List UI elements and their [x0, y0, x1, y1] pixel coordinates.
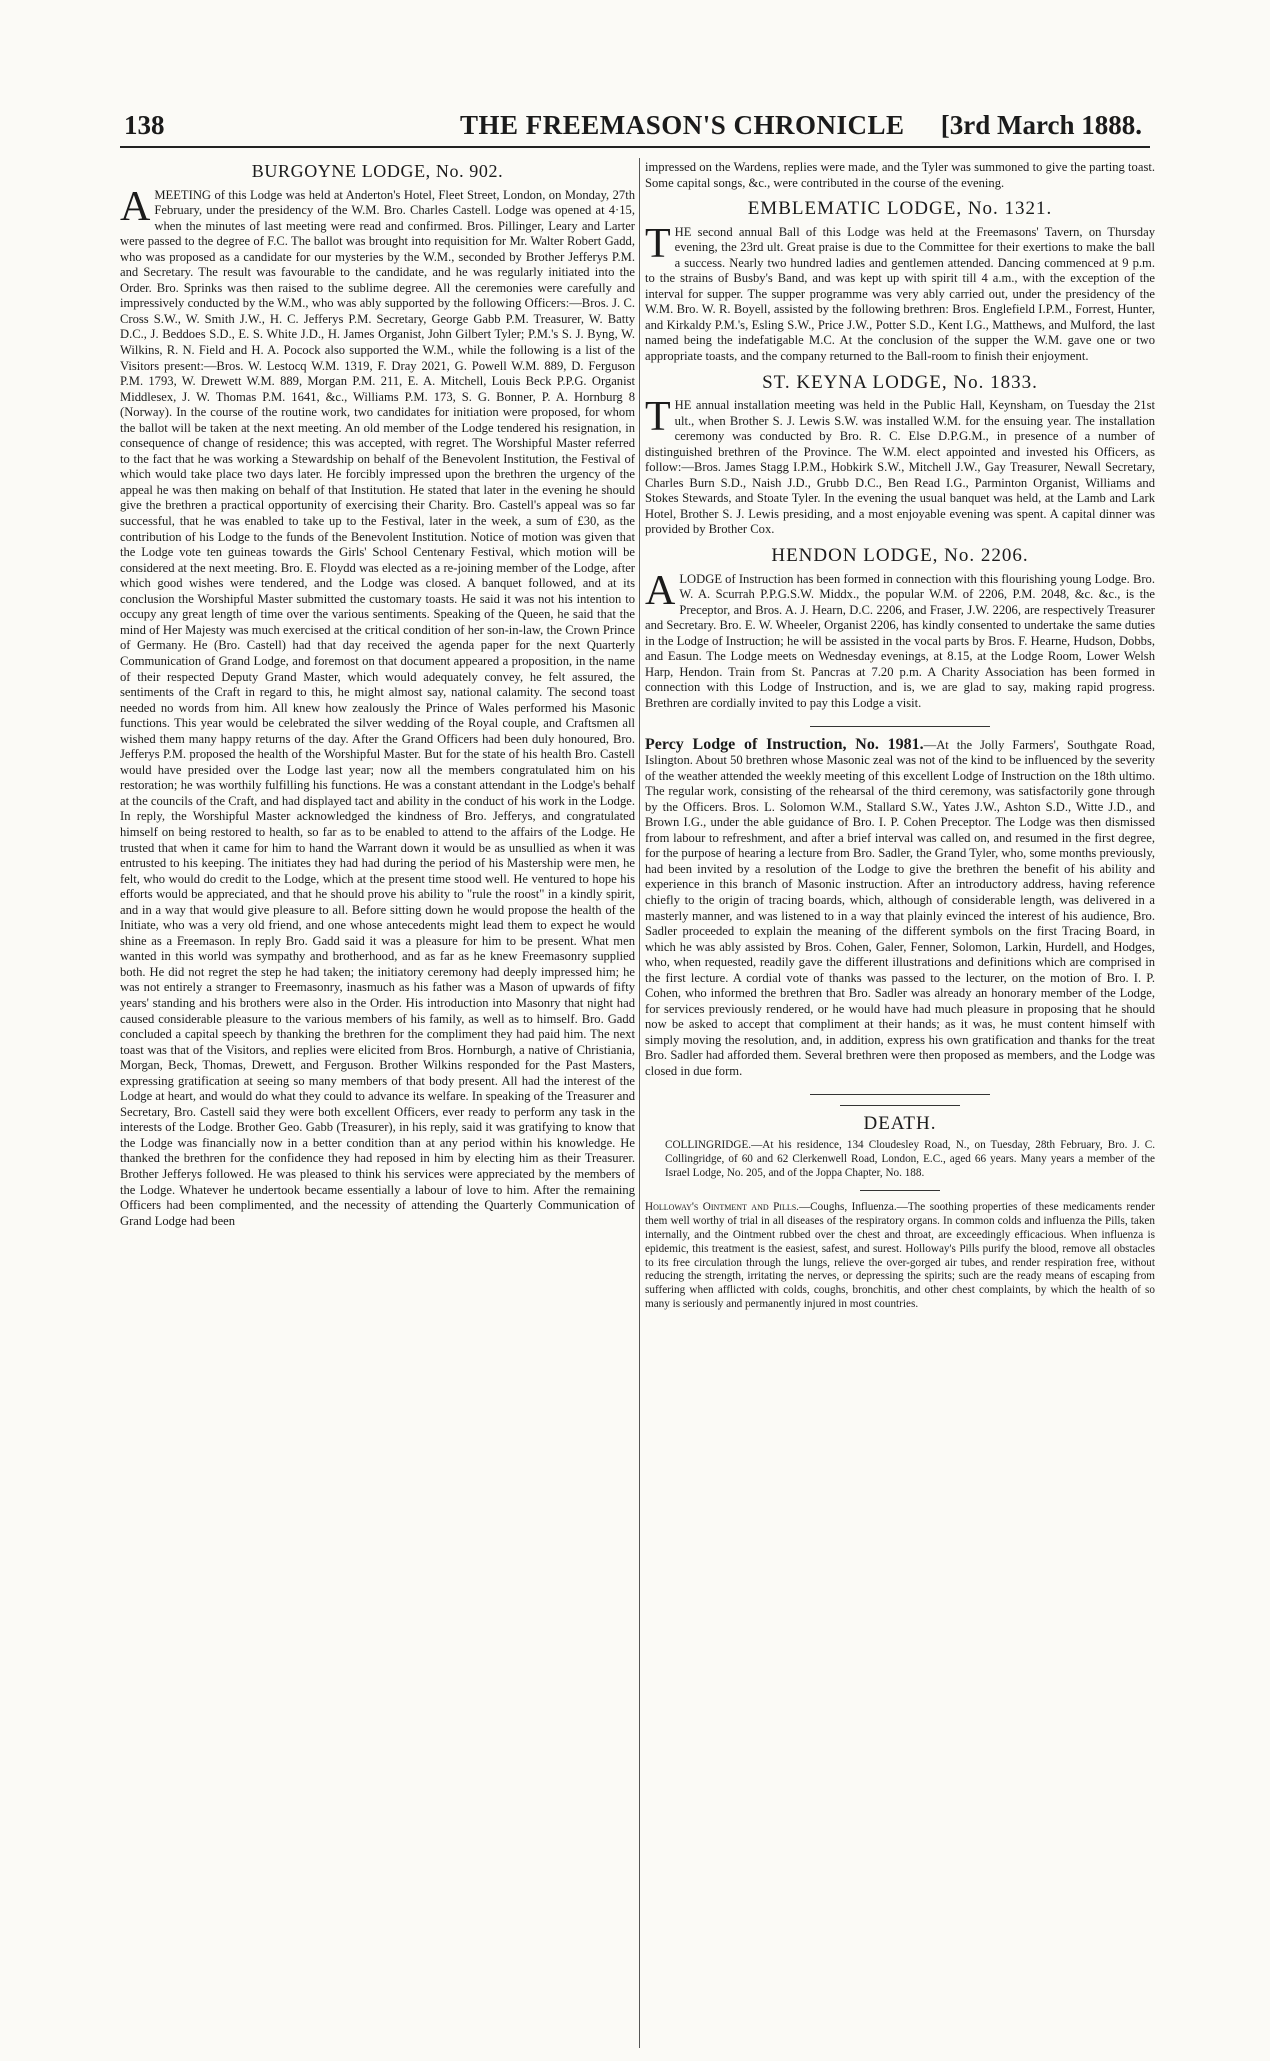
- advert-lead: Holloway's Ointment and Pills.: [645, 1201, 799, 1214]
- emblematic-heading: EMBLEMATIC LODGE, No. 1321.: [747, 198, 1053, 220]
- percy-heading: Percy Lodge of Instruction, No. 1981.: [645, 735, 924, 753]
- holloway-advert: [645, 1201, 1155, 1311]
- page-header: [120, 108, 1150, 148]
- burgoyne-continuation: impressed on the Wardens, replies were made, and the Tyler was summoned to give the parting toast. Some capital songs, &c., were contributed in the course of the evening.: [645, 160, 1155, 190]
- advert-body: —Coughs, Influenza.—The soothing properties of these medicaments render them well worthy of trial in all diseases of the respiratory organs. In common colds and influenza the Pills, taken internally, and the Ointment rubbed over the chest and throat, are exceedingly efficacious. When influenza is epidemic, this treatment is the easiest, safest, and surest. Holloway's Pills purify the blood, remove all obstacles to its free circulation through the lungs, relieve the over-gorged air tubes, and render respiration free, without reducing the strength, irritating the nerves, or depressing the spirits; such are the ready means of escaping from suffering when afflicted with colds, coughs, bronchitis, and other chest complaints, by which the health of so many is seriously and permanently injured in most countries.: [645, 1201, 1155, 1311]
- issue-date: [3rd March 1888.: [940, 110, 1142, 140]
- death-notice: COLLINGRIDGE.—At his residence, 134 Cloudesley Road, N., on Tuesday, 28th February, Bro. J. C. Collingridge, of 60 and 62 Clerkenwell Road, London, E.C., aged 66 years. Many years a member of the Israel Lodge, No. 205, and of the Joppa Chapter, No. 188.: [665, 1139, 1155, 1179]
- column-divider: [639, 158, 640, 2048]
- advert-rule: [860, 1190, 940, 1191]
- hendon-article: ALODGE of Instruction has been formed in connection with this flourishing young Lodge. Bro. W. A. Scurrah P.P.G.S.W. Middx., the popular W.M. of 2206, P.M. 2048, &c. &c., is the Preceptor, and Bros. A. J. Hearn, D.C. 2206, and Fraser, J.W. 2206, are respectively Treasurer and Secretary. Bro. E. W. Wheeler, Organist 2206, has kindly consented to undertake the same duties in the Lodge of Instruction; he will be assisted in the vocal parts by Bros. F. Hearne, Hudson, Dobbs, and Easun. The Lodge meets on Wednesday evenings, at 8.15, at the Lodge Room, Lower Welsh Harp, Hendon. Train from St. Pancras at 7.20 p.m. A Charity Association has been formed in connection with this Lodge of Instruction, and is, we are glad to say, making rapid progress. Brethren are cordially invited to pay this Lodge a visit.: [645, 567, 1155, 710]
- burgoyne-article: AMEETING of this Lodge was held at Anderton's Hotel, Fleet Street, London, on Monday, 27th February, under the presidency of the W.M. Bro. Charles Castell. Lodge was opened at 4·15, when the minutes of last meeting were read and confirmed. Bros. Pillinger, Leary and Larter were passed to the degree of F.C. The ballot was brought into requisition for Mr. Walter Robert Gadd, who was proposed as a candidate for our mysteries by the W.M., seconded by Brother Jefferys P.M. and Secretary. The result was favourable to the candidate, and he was regularly initiated into the Order. Bro. Sprinks was then raised to the sublime degree. All the ceremonies were carefully and impressively conducted by the W.M., who was ably supported by the following Officers:—Bros. J. C. Cross S.W., W. Smith J.W., H. C. Jefferys P.M. Secretary, George Gabb P.M. Treasurer, W. Batty D.C., J. Beddoes S.D., E. S. White J.D., H. James Organist, John Gilbert Tyler; P.M.'s S. J. Byng, W. Wilkins, R. N. Field and H. A. Pocock also supported the W.M., while the following is a list of the Visitors present:—Bros. W. Lestocq W.M. 1319, F. Dray 2021, G. Powell W.M. 889, D. Ferguson P.M. 1793, W. Drewett W.M. 889, Morgan P.M. 211, E. A. Mitchell, Louis Beck P.P.G. Organist Middlesex, J. W. Thomas P.M. 1641, &c., Williams P.M. 173, S. G. Bonner, P. A. Hornburg 8 (Norway). In the course of the routine work, two candidates for initiation were proposed, for whom the ballot will be taken at the next meeting. An old member of the Lodge tendered his resignation, in consequence of change of residence; this was accepted, with regret. The Worshipful Master referred to the fact that he was working a Stewardship on behalf of the Benevolent Institution, the Festival of which would take place two days later. He forcibly impressed upon the brethren the urgency of the appeal he was then making on behalf of that Institution. He stated that later in the evening he should give the brethren a practical opportunity of exercising their Charity. Bro. Castell's appeal was so far successful, that he was enabled to take up to the Festival, later in the week, a sum of £30, as the contribution of his Lodge to the funds of the Benevolent Institution. Notice of motion was given that the Lodge vote ten guineas towards the Girls' School Centenary Festival, which motion will be considered at the next meeting. Bro. E. Floydd was elected as a re-joining member of the Lodge, after which good wishes were tendered, and the Lodge was closed. A banquet followed, and at its conclusion the Worshipful Master submitted the customary toasts. He said it was not his intention to occupy any great length of time over the various sentiments. Speaking of the Queen, he said that the mind of Her Majesty was much exercised at the critical condition of her son-in-law, the Crown Prince of Germany. He (Bro. Castell) had that day received the agenda paper for the next Quarterly Communication of Grand Lodge, and foremost on that document appeared a proposition, in the name of their respected Deputy Grand Master, which would adequately convey, he felt assured, the sentiments of the Craft in regard to this, he might almost say, national calamity. The second toast needed no words from him. All knew how zealously the Prince of Wales performed his Masonic functions. This year would be celebrated the silver wedding of the Royal couple, and Craftsmen all wished them many happy returns of the day. After the Grand Officers had been duly honoured, Bro. Jefferys P.M. proposed the health of the Worshipful Master. But for the state of his health Bro. Castell would have presided over the Lodge last year; now all the members congratulated him on his restoration; he was worthily fulfilling his functions. He was a constant attendant in the Lodge's behalf at the councils of the Craft, and had displayed tact and ability in the conduct of his work in the Lodge. In reply, the Worshipful Master acknowledged the kindness of Bro. Jefferys, and congratulated himself on being restored to health, so far as to be enabled to attend to the affairs of the Lodge. He trusted that when it came for him to hand the Warrant down it would be as unsullied as when it was entrusted to his keeping. The initiates they had had during the period of his Mastership were men, he felt, who would do credit to the Lodge, which at the present time stood well. He ventured to hope his efforts would be appreciated, and that he should prove his ability to "rule the roost" in a kindly spirit, and in a way that would give pleasure to all. Before sitting down he would propose the health of the Initiate, who was a very old friend, and one whose antecedents might lead them to expect he would shine as a Freemason. In reply Bro. Gadd said it was a pleasure for him to be present. What men wanted in this world was sympathy and brotherhood, and as far as he knew Freemasonry supplied both. He did not regret the step he had taken; the initiatory ceremony had deeply impressed him; he was not entirely a stranger to Freemasonry, inasmuch as his father was a Mason of upwards of fifty years' standing and his brothers were also in the Order. His introduction into Masonry that night had caused considerable pleasure to the various members of his family, as well as to himself. Bro. Gadd concluded a capital speech by thanking the brethren for the compliment they had paid him. The next toast was that of the Visitors, and replies were elicited from Bros. Hornburgh, a native of Christiania, Morgan, Beck, Thomas, Drewett, and Ferguson. Brother Wilkins responded for the Past Masters, expressing gratification at seeing so many members of that body present. All had the interest of the Lodge at heart, and would do what they could to advance its welfare. In speaking of the Treasurer and Secretary, Bro. Castell said they were both excellent Officers, ever ready to perform any task in the interests of the Lodge. Brother Geo. Gabb (Treasurer), in his reply, said it was gratifying to know that the Lodge was financially now in a better condition than at any period within his knowledge. He thanked the brethren for the confidence they had reposed in him by electing him as their Treasurer. Brother Jefferys followed. He was pleased to think his services were appreciated by the members of the Lodge. Whatever he undertook became essentially a labour of love to him. After the remaining Officers had been complimented, and the necessity of attending the Quarterly Communication of Grand Lodge had been: [120, 183, 635, 1228]
- section-rule-3: [840, 1105, 960, 1106]
- publication-title: THE FREEMASON'S CHRONICLE: [460, 110, 905, 140]
- keyna-heading: ST. KEYNA LODGE, No. 1833.: [762, 371, 1038, 393]
- death-heading: DEATH.: [863, 1112, 937, 1134]
- keyna-article: THE annual installation meeting was held in the Public Hall, Keynsham, on Tuesday the 21st ult., when Brother S. J. Lewis S.W. was installed W.M. for the ensuing year. The installation ceremony was conducted by Bro. R. C. Else D.P.G.M., in presence of a number of distinguished brethren of the Province. The W.M. elect appointed and invested his Officers, as follow:—Bros. James Stagg I.P.M., Hobkirk S.W., Mitchell J.W., Gay Treasurer, Newall Secretary, Charles Burn S.D., Naish J.D., Grubb D.C., Ben Read I.G., Parminton Organist, Williams and Stokes Stewards, and Stoate Tyler. In the evening the usual banquet was held, at the Lamb and Lark Hotel, Brother S. J. Lewis presiding, and a most enjoyable evening was spent. A capital dinner was provided by Brother Cox.: [645, 394, 1155, 537]
- left-column: [120, 160, 635, 2040]
- right-column: [645, 160, 1155, 2040]
- percy-body: —At the Jolly Farmers', Southgate Road, Islington. About 50 brethren whose Masonic zeal was not of the kind to be influenced by the severity of the weather attended the weekly meeting of this excellent Lodge of Instruction on the 18th ultimo. The regular work, consisting of the rehearsal of the third ceremony, was satisfactorily gone through by the Officers. Bros. L. Solomon W.M., Stallard S.W., Yates J.W., Ashton S.D., Witte J.D., and Brown I.G., under the able guidance of Bro. I. P. Cohen Preceptor. The Lodge was then dismissed from labour to refreshment, and after a brief interval was called on, and resumed in the first degree, for the purpose of hearing a lecture from Bro. Sadler, the Grand Tyler, who, some months previously, had been invited by a resolution of the Lodge to give the brethren the benefit of his ability and experience in this branch of Masonic instruction. After an introductory address, having reference chiefly to the origin of tracing boards, which, although of considerable length, was delivered in a masterly manner, and was listened to in a way that plainly evinced the interest of his audience, Bro. Sadler proceeded to explain the meaning of the different symbols on the first Tracing Board, in which he was ably assisted by Bros. Cohen, Galer, Fenner, Solomon, Larkin, Hurdell, and Hodges, who, when requested, readily gave the different illustrations and definitions which are comprised in the first lecture. A cordial vote of thanks was passed to the lecturer, on the motion of Bro. I. P. Cohen, who informed the brethren that Bro. Sadler was already an honorary member of the Lodge, for services previously rendered, or he would have had much pleasure in proposing that he should now be asked to accept that compliment at their hands; as it was, he must content himself with simply moving the resolution, and, in addition, express his own gratification and thanks for the treat Bro. Sadler had afforded them. Several brethren were then proposed as members, and the Lodge was closed in due form.: [645, 737, 1155, 1078]
- header-rule: [120, 146, 1150, 148]
- burgoyne-heading: BURGOYNE LODGE, No. 902.: [251, 161, 504, 181]
- hendon-heading: HENDON LODGE, No. 2206.: [771, 545, 1029, 567]
- page-number: 138: [124, 110, 165, 140]
- section-rule-2: [810, 1094, 990, 1095]
- percy-article: [645, 737, 1155, 1080]
- emblematic-article: THE second annual Ball of this Lodge was held at the Freemasons' Tavern, on Thursday evening, the 23rd ult. Great praise is due to the Committee for their exertions to make the ball a success. Nearly two hundred ladies and gentlemen attended. Dancing commenced at 9 p.m. to the strains of Busby's Band, and was kept up with spirit till 4 a.m., with the exception of the interval for supper. The supper programme was very ably carried out, under the presidency of the W.M. Bro. W. R. Boyell, assisted by the following brethren: Bros. Englefield I.P.M., Forrest, Hunter, and Kirkaldy P.M.'s, Esling S.W., Price J.W., Potter S.D., Kent I.G., Matthews, and Mulford, the last named being the indefatigable M.C. At the conclusion of the supper the W.M. gave one or two appropriate toasts, and the company returned to the Ball-room to finish their enjoyment.: [645, 220, 1155, 364]
- section-rule: [810, 726, 990, 727]
